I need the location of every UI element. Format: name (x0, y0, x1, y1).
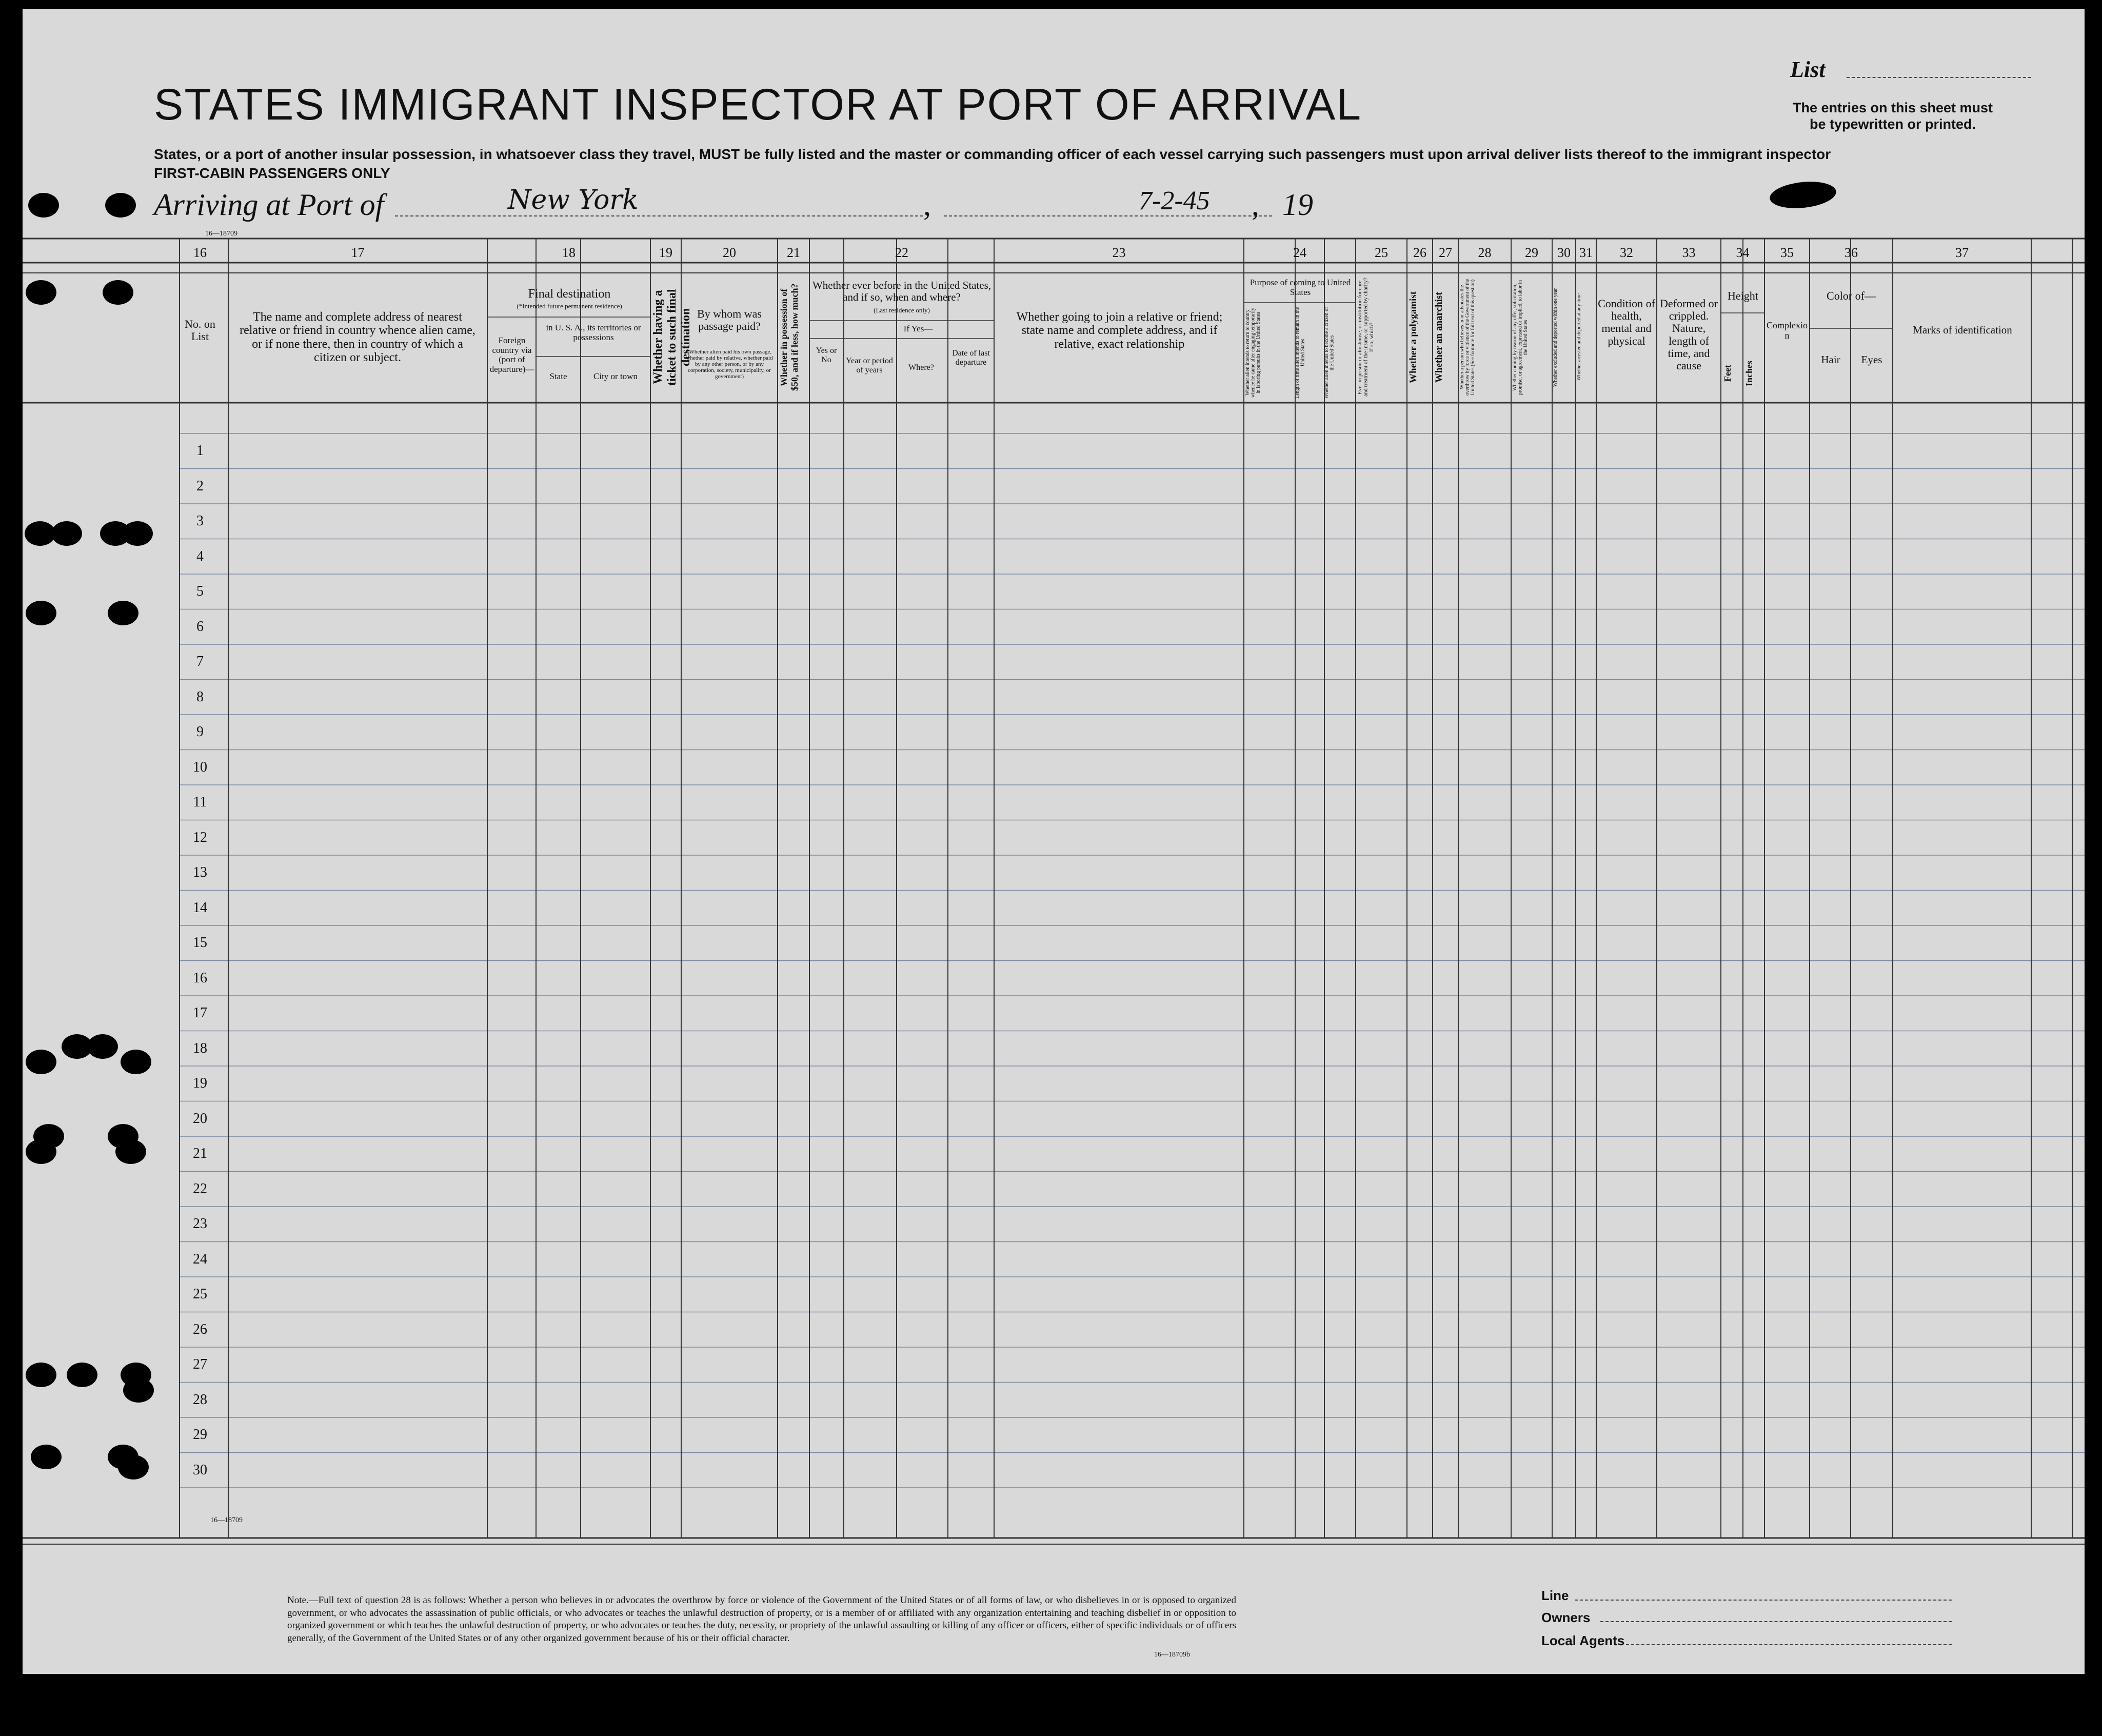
owners-label: Owners (1541, 1610, 1591, 1625)
row-number: 8 (196, 688, 204, 705)
row-number: 3 (196, 513, 204, 529)
row-number: 24 (193, 1251, 207, 1267)
col-num-30: 30 (1557, 245, 1571, 260)
row-number: 29 (193, 1427, 207, 1443)
row-number: 21 (193, 1146, 207, 1161)
col-header-inches: Inches (1744, 360, 1754, 386)
row-number: 26 (193, 1321, 207, 1337)
col-num-26: 26 (1413, 245, 1426, 260)
form-title: STATES IMMIGRANT INSPECTOR AT PORT OF ARRIVAL (154, 80, 1362, 129)
col-header-fifty-dollars: Whether in possession of $50, and if less, how much? (779, 283, 800, 391)
col-header-if-yes: If Yes— (903, 324, 933, 333)
col-header-purpose-citizen: Whether alien intends to become a citizen of the United States (1324, 307, 1335, 399)
row-number: 25 (193, 1286, 207, 1302)
row-number: 15 (193, 935, 207, 951)
col-num-16: 16 (193, 245, 207, 260)
typewritten-note-2: be typewritten or printed. (1809, 116, 1976, 132)
col-header-polygamist: Whether a polygamist (1408, 291, 1419, 384)
punch-hole (123, 1378, 154, 1403)
punch-hole (28, 193, 59, 218)
row-number: 2 (196, 478, 204, 494)
col-header-city: City or town (593, 371, 638, 381)
col-header-ticket: Whether having a ticket to such final destination (651, 289, 692, 386)
col-header-labor-offer: Whether coming by reason of any offer, solicitation, promise, or agreement, expressed or implied, to labor in the United States (1512, 280, 1529, 395)
col-header-passage: By whom was passage paid? (697, 307, 762, 333)
col-num-35: 35 (1780, 245, 1794, 260)
form-class: FIRST-CABIN PASSENGERS ONLY (154, 165, 390, 181)
row-number: 30 (193, 1462, 207, 1478)
col-num-32: 32 (1620, 245, 1633, 260)
row-number: 4 (196, 548, 204, 564)
col-header-years: Year or period of years (846, 357, 893, 374)
punch-hole (51, 521, 82, 546)
punch-hole (118, 1455, 149, 1479)
col-header-purpose-return: Whether alien intends to return to country whence he came after engaging temporarily in laboring pursuits in the United States (1245, 307, 1261, 398)
col-header-excluded: Whether excluded and deported within one year (1553, 288, 1558, 387)
col-num-31: 31 (1579, 245, 1593, 260)
arrival-port-field[interactable] (395, 215, 923, 216)
col-header-eyes: Eyes (1861, 353, 1882, 366)
list-label: List (1790, 57, 1826, 82)
row-number: 20 (193, 1110, 207, 1127)
arrival-port-label: Arriving at Port of (154, 188, 384, 222)
col-header-purpose: Purpose of coming to United States (1250, 278, 1351, 297)
punch-hole (105, 193, 136, 218)
punch-hole (122, 521, 153, 546)
line-field[interactable] (1575, 1600, 1952, 1601)
punch-hole (121, 1050, 151, 1074)
form-number-bottom: 16—18709 (210, 1516, 243, 1524)
punch-hole (103, 280, 133, 305)
row-number: 10 (193, 759, 207, 775)
arrival-port-value: New York (508, 185, 639, 215)
col-header-foreign-country: Foreign country via (port of departure)— (489, 336, 534, 374)
col-header-in-usa: in U. S. A., its territories or possessions (546, 323, 641, 342)
col-header-final-destination-note: (*Intended future permanent residence) (517, 302, 622, 310)
col-num-25: 25 (1375, 245, 1388, 260)
row-number: 14 (193, 899, 207, 916)
col-header-last-departure: Date of last departure (952, 349, 990, 367)
arrival-year-prefix: 19 (1282, 188, 1313, 222)
form-instructions: States, or a port of another insular possession, in whatsoever class they travel, MUST be fully listed and the master or commanding officer of each vessel carrying such passengers must upon arrival deliver lists thereof to the immigrant inspector (154, 146, 1831, 162)
row-number: 1 (196, 443, 204, 459)
col-num-29: 29 (1525, 245, 1538, 260)
col-num-18: 18 (562, 245, 576, 260)
row-number: 9 (196, 724, 204, 740)
col-num-20: 20 (723, 245, 736, 260)
row-number: 12 (193, 829, 207, 845)
col-header-overthrow: Whether a person who believes in or advocates the overthrow by force or violence of the Government of the United States (See footnote for full text of this question) (1459, 279, 1476, 396)
col-header-before-in-us: Whether ever before in the United States, and if so, when and where? (812, 279, 991, 304)
col-num-37: 37 (1955, 245, 1969, 260)
col-num-33: 33 (1682, 245, 1696, 260)
col-header-deformed: Deformed or crippled. Nature, length of time, and cause (1659, 297, 1718, 372)
col-num-24: 24 (1293, 245, 1306, 260)
col-header-final-destination: Final destination (528, 287, 611, 301)
col-num-19: 19 (659, 245, 672, 260)
owners-field[interactable] (1600, 1621, 1952, 1622)
row-number: 7 (196, 654, 204, 669)
col-num-22: 22 (895, 245, 908, 260)
col-header-hair: Hair (1821, 353, 1840, 366)
footer-form-code: 16—18709b (1154, 1651, 1190, 1659)
col-num-36: 36 (1845, 245, 1858, 260)
form-number: 16—18709 (205, 230, 237, 238)
col-header-marks: Marks of identification (1913, 324, 2012, 336)
col-header-before-note: (Last residence only) (874, 306, 930, 314)
col-header-height: Height (1728, 289, 1758, 302)
comma: , (923, 188, 931, 222)
col-header-state: State (549, 371, 567, 381)
row-number: 22 (193, 1180, 207, 1197)
punch-hole (25, 521, 55, 546)
col-num-27: 27 (1439, 245, 1452, 260)
col-header-join-relative: Whether going to join a relative or friend; state name and complete address, and if relative, exact relationship (1016, 310, 1223, 351)
list-number-field[interactable] (1847, 77, 2031, 78)
row-number: 5 (196, 583, 204, 599)
col-header-relative: The name and complete address of nearest relative or friend in country whence alien came, or if none there, then in country of which a citizen or subject. (240, 310, 475, 365)
row-number: 13 (193, 864, 207, 880)
col-header-feet: Feet (1722, 365, 1733, 382)
punch-hole (26, 1139, 56, 1164)
row-number: 18 (193, 1040, 207, 1056)
row-number: 11 (193, 794, 207, 810)
col-header-yes-no: Yes or No (816, 346, 837, 364)
row-number: 16 (193, 970, 207, 986)
punch-hole (26, 280, 56, 305)
punch-hole (26, 1050, 56, 1074)
local-agents-label: Local Agents (1541, 1633, 1625, 1648)
punch-hole (26, 601, 56, 625)
punch-hole (26, 1363, 56, 1387)
punch-hole (67, 1363, 97, 1387)
col-header-passage-note: (Whether alien paid his own passage, whether paid by relative, whether paid by any other person, or by any corporation, society, municipality, or government) (686, 349, 773, 380)
local-agents-field[interactable] (1626, 1644, 1952, 1645)
col-header-list-no: No. on List (185, 318, 215, 343)
punch-hole (115, 1139, 146, 1164)
typewritten-note: The entries on this sheet must (1792, 100, 1993, 115)
col-header-color: Color of— (1827, 289, 1876, 302)
row-number: 17 (193, 1005, 207, 1021)
col-num-34: 34 (1736, 245, 1750, 260)
col-header-complexion: Complexion (1767, 320, 1808, 341)
comma: , (1252, 188, 1259, 222)
row-number: 27 (193, 1356, 207, 1372)
row-number: 6 (196, 618, 204, 635)
arrival-date-field[interactable] (944, 215, 1272, 216)
col-header-health: Condition of health, mental and physical (1598, 297, 1655, 347)
row-number: 19 (193, 1075, 207, 1091)
col-header-prison: Ever in prison or almshouse, or institution for care and treatment of the insane, or supported by charity? If so, which? (1357, 278, 1375, 397)
punch-hole (108, 601, 138, 625)
punch-hole (87, 1034, 118, 1059)
col-header-where: Where? (908, 363, 934, 372)
row-number: 28 (193, 1391, 207, 1408)
col-num-23: 23 (1112, 245, 1126, 260)
footnote-question-28: Note.—Full text of question 28 is as follows: Whether a person who believes in or advocates the overthrow by force or violence of the Government of the United States or of all forms of law, or who disbelieves in or is opposed to organized government, or who advocates the assassination of public officials, or who advocates or teaches the unlawful destruction of property, or is a member of or affiliated with any organization entertaining and teaching disbelief in or opposition to organized government or which teaches the unlawful destruction of property, or who advocates or teaches the duty, necessity, or propriety of the unlawful assaulting or killing of any officer or officers, either of specific individuals or of officers generally, of the Government of the United States or of any other organized government because of his or their official character. (287, 1595, 1236, 1644)
col-header-purpose-length: Length of time alien intends to remain in the United States (1295, 307, 1306, 399)
col-num-28: 28 (1478, 245, 1492, 260)
row-number: 23 (193, 1216, 207, 1232)
col-header-anarchist: Whether an anarchist (1434, 292, 1444, 383)
line-label: Line (1541, 1588, 1569, 1603)
col-num-21: 21 (787, 245, 800, 260)
col-header-arrested: Whether arrested and deported at any time (1576, 293, 1582, 381)
col-num-17: 17 (351, 245, 365, 260)
punch-hole (31, 1445, 62, 1469)
arrival-date-value: 7-2-45 (1139, 186, 1210, 215)
